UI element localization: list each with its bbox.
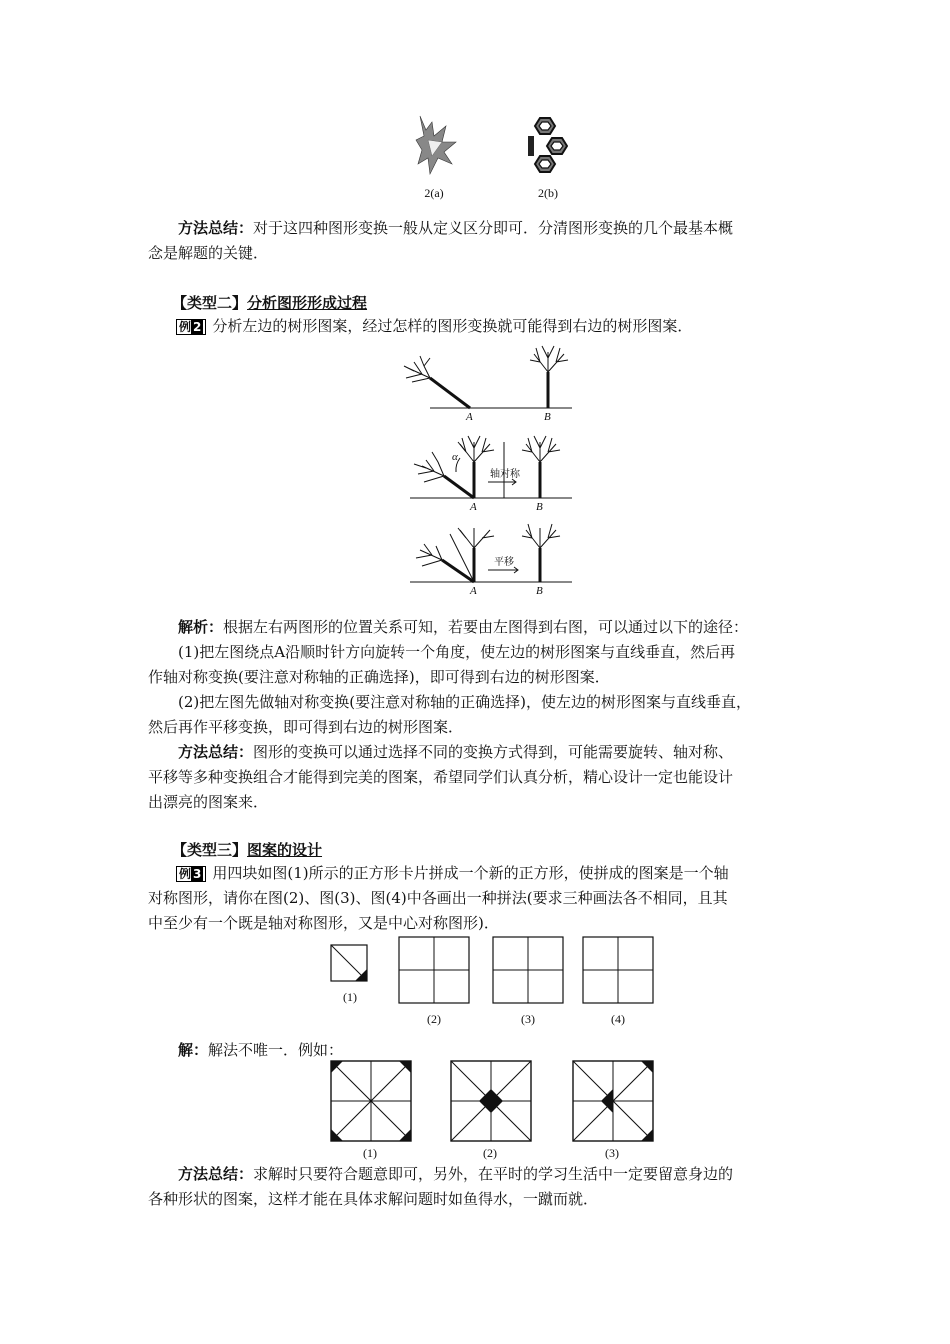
svg-text:B: B	[536, 501, 543, 513]
type3-summary: 方法总结：求解时只要符合题意即可，另外，在平时的学习生活中一定要留意身边的 各种形状的图案，这样才能在具体求解问题时如鱼得水，一蹴而就．	[148, 1165, 734, 1208]
type3-header: 【类型三】图案的设计	[172, 841, 323, 859]
type2-analysis: 解析：根据左右两图形的位置关系可知，若要由左图得到右图，可以通过以下的途径： (1)把左图绕点A沿顺时针方向旋转一个角度，使左边的树形图案与直线垂直，然后再 作轴对称变换(要注意对称轴的正确选择)，即可得到右边的树形图案． (2)把左图先做轴对称变换(要注意对称轴的正确选择)，使左边的树形图案与直线垂直， 然后再作平移变换，即可得到右边的树形图案． 方法总结：图形的变换可以通过选择不同的变换方式得到，可能需要旋转、轴对称、 平移等多种变换组合才能得到完美的图案，希望同学们认真分析，精心设计一定也能设计 出漂亮的图案来．	[148, 618, 751, 811]
svg-text:A: A	[466, 411, 473, 423]
solution-caption-1: (1)	[363, 1146, 377, 1160]
empty-grid-4	[582, 936, 654, 1006]
svg-text:B: B	[544, 411, 551, 423]
example-badge: 例 3	[176, 866, 206, 882]
example-2: 例 2 分析左边的树形图案，经过怎样的图形变换就可能得到右边的树形图案．	[176, 314, 836, 339]
grid-caption-4: (4)	[611, 1012, 625, 1026]
grid-caption-2: (2)	[427, 1012, 441, 1026]
solution-grid-1	[330, 1060, 412, 1142]
grid-caption-1: (1)	[343, 990, 357, 1004]
solution-caption-3: (3)	[605, 1146, 619, 1160]
svg-text:轴对称: 轴对称	[490, 469, 520, 480]
type3-solution: 解：解法不唯一．例如：	[178, 1041, 344, 1059]
grid-caption-3: (3)	[521, 1012, 535, 1026]
solution-caption-2: (2)	[483, 1146, 497, 1160]
example-3: 例 3 用四块如图(1)所示的正方形卡片拼成一个新的正方形，使拼成的图案是一个轴 对称图形，请你在图(2)、图(3)、图(4)中各画出一种拼法(要求三种画法各不相同，且其 中至少有一个既是轴对称图形，又是中心对称图形)．	[148, 864, 729, 932]
hexagon-figure	[522, 116, 568, 176]
type2-header: 【类型二】分析图形形成过程	[172, 294, 368, 312]
card-figure-1	[330, 944, 370, 984]
svg-text:A: A	[470, 501, 477, 513]
caption-2a: 2(a)	[424, 186, 444, 200]
tree-transform-diagram	[400, 338, 580, 598]
empty-grid-2	[398, 936, 470, 1006]
svg-text:平移: 平移	[494, 557, 514, 568]
example-badge: 例 2	[176, 319, 206, 335]
leaf-figure	[412, 112, 462, 178]
caption-2b: 2(b)	[538, 186, 558, 200]
method-summary-1: 方法总结：对于这四种图形变换一般从定义区分即可．分清图形变换的几个最基本概 念是解题的关键．	[148, 219, 734, 262]
empty-grid-3	[492, 936, 564, 1006]
svg-text:A: A	[470, 585, 477, 597]
svg-text:B: B	[536, 585, 543, 597]
solution-grid-2	[450, 1060, 532, 1142]
svg-text:α: α	[452, 451, 458, 463]
solution-grid-3	[572, 1060, 654, 1142]
